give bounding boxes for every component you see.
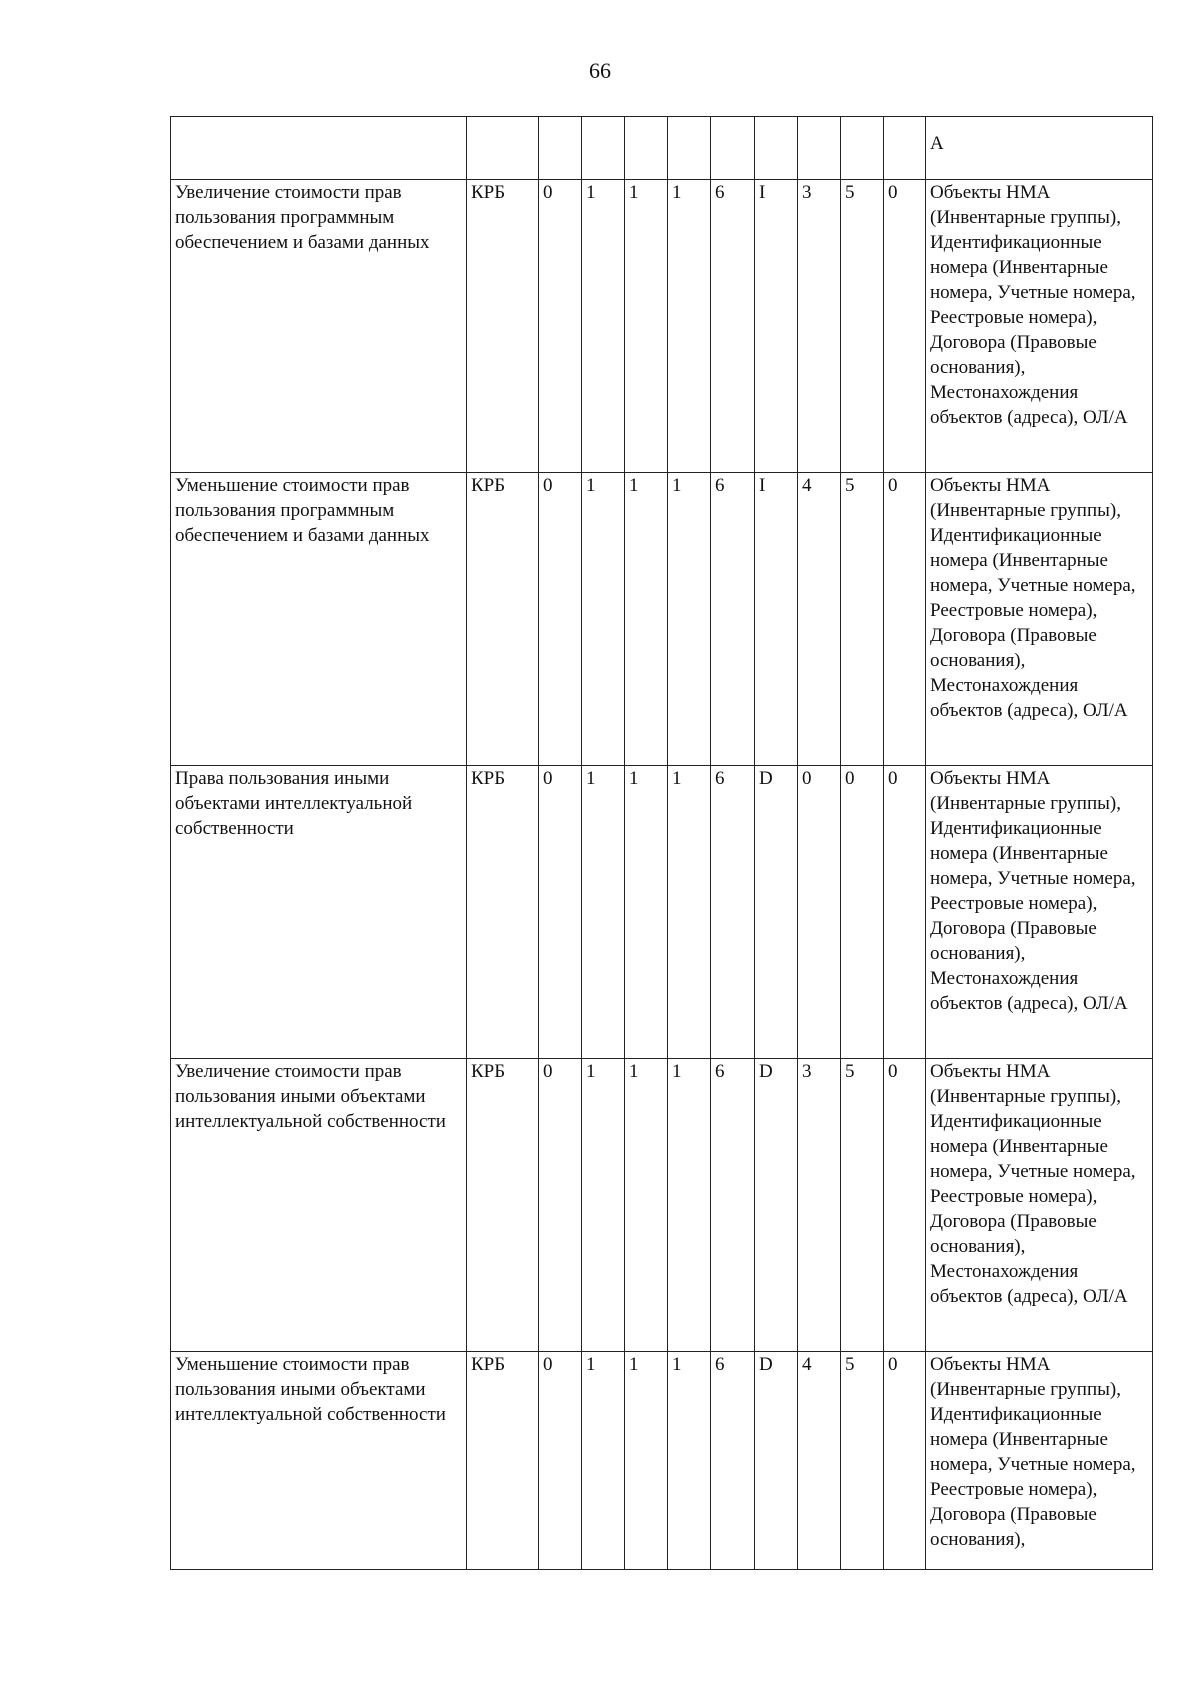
digit-cell: 0	[539, 473, 582, 766]
table-cell	[582, 117, 625, 180]
digit-cell: 6	[711, 1059, 755, 1352]
digit-cell: 0	[539, 180, 582, 473]
table-cell	[668, 117, 711, 180]
digit-cell: 1	[668, 473, 711, 766]
table-row	[171, 1059, 1153, 1352]
table-cell	[884, 117, 926, 180]
table-cell	[798, 117, 841, 180]
digit-cell: 1	[668, 1059, 711, 1352]
digit-cell: 1	[582, 1352, 625, 1570]
table-row	[171, 766, 1153, 1059]
table-cell	[171, 117, 467, 180]
table-cell	[467, 117, 539, 180]
analytics-cell: Объекты НМА (Инвентарные группы), Идентификационные номера (Инвентарные номера, Учетные номера, Реестровые номера), Договора (Правовые основания), Местонахождения объектов (адреса), ОЛ/А	[926, 1059, 1153, 1352]
analytics-cell: Объекты НМА (Инвентарные группы), Идентификационные номера (Инвентарные номера, Учетные номера, Реестровые номера), Договора (Правовые основания), Местонахождения объектов (адреса), ОЛ/А	[926, 473, 1153, 766]
digit-cell: 0	[884, 1352, 926, 1570]
digit-cell: 1	[582, 180, 625, 473]
page-number: 66	[589, 58, 611, 83]
accounts-table	[170, 116, 1153, 1570]
digit-cell: 1	[582, 1059, 625, 1352]
continuation-row	[171, 117, 1153, 180]
code-cell: КРБ	[467, 766, 539, 1059]
digit-cell: I	[755, 473, 798, 766]
digit-cell: 4	[798, 473, 841, 766]
digit-cell: 0	[798, 766, 841, 1059]
code-cell: КРБ	[467, 1352, 539, 1570]
digit-cell: 1	[625, 1059, 668, 1352]
digit-cell: 0	[884, 473, 926, 766]
digit-cell: D	[755, 1352, 798, 1570]
digit-cell: 5	[841, 180, 884, 473]
digit-cell: 5	[841, 1352, 884, 1570]
digit-cell: 1	[625, 473, 668, 766]
digit-cell: I	[755, 180, 798, 473]
account-name-cell: Увеличение стоимости прав пользования программным обеспечением и базами данных	[171, 180, 467, 473]
digit-cell: 1	[668, 180, 711, 473]
digit-cell: 1	[625, 1352, 668, 1570]
table-cell	[711, 117, 755, 180]
digit-cell: 6	[711, 473, 755, 766]
digit-cell: 0	[884, 1059, 926, 1352]
digit-cell: 6	[711, 766, 755, 1059]
table-row	[171, 1352, 1153, 1570]
digit-cell: 0	[884, 180, 926, 473]
digit-cell: 0	[539, 1352, 582, 1570]
code-cell: КРБ	[467, 180, 539, 473]
digit-cell: D	[755, 1059, 798, 1352]
digit-cell: 0	[539, 766, 582, 1059]
digit-cell: D	[755, 766, 798, 1059]
digit-cell: 0	[539, 1059, 582, 1352]
table-cell	[625, 117, 668, 180]
account-name-cell: Увеличение стоимости прав пользования иными объектами интеллектуальной собственности	[171, 1059, 467, 1352]
digit-cell: 4	[798, 1352, 841, 1570]
code-cell: КРБ	[467, 1059, 539, 1352]
digit-cell: 3	[798, 1059, 841, 1352]
digit-cell: 6	[711, 180, 755, 473]
digit-cell: 5	[841, 1059, 884, 1352]
analytics-cell: Объекты НМА (Инвентарные группы), Идентификационные номера (Инвентарные номера, Учетные номера, Реестровые номера), Договора (Правовые основания), Местонахождения объектов (адреса), ОЛ/А	[926, 180, 1153, 473]
digit-cell: 6	[711, 1352, 755, 1570]
digit-cell: 1	[582, 473, 625, 766]
account-name-cell: Уменьшение стоимости прав пользования программным обеспечением и базами данных	[171, 473, 467, 766]
analytics-cell: Объекты НМА (Инвентарные группы), Идентификационные номера (Инвентарные номера, Учетные номера, Реестровые номера), Договора (Правовые основания),	[926, 1352, 1153, 1570]
digit-cell: 3	[798, 180, 841, 473]
digit-cell: 0	[841, 766, 884, 1059]
analytics-cell: А	[926, 117, 1153, 180]
table-row	[171, 180, 1153, 473]
table-row	[171, 473, 1153, 766]
account-name-cell: Права пользования иными объектами интеллектуальной собственности	[171, 766, 467, 1059]
account-name-cell: Уменьшение стоимости прав пользования иными объектами интеллектуальной собственности	[171, 1352, 467, 1570]
digit-cell: 1	[625, 766, 668, 1059]
analytics-cell: Объекты НМА (Инвентарные группы), Идентификационные номера (Инвентарные номера, Учетные номера, Реестровые номера), Договора (Правовые основания), Местонахождения объектов (адреса), ОЛ/А	[926, 766, 1153, 1059]
table-cell	[755, 117, 798, 180]
digit-cell: 5	[841, 473, 884, 766]
table-cell	[841, 117, 884, 180]
digit-cell: 1	[582, 766, 625, 1059]
digit-cell: 1	[668, 766, 711, 1059]
digit-cell: 0	[884, 766, 926, 1059]
table-cell	[539, 117, 582, 180]
digit-cell: 1	[625, 180, 668, 473]
code-cell: КРБ	[467, 473, 539, 766]
digit-cell: 1	[668, 1352, 711, 1570]
